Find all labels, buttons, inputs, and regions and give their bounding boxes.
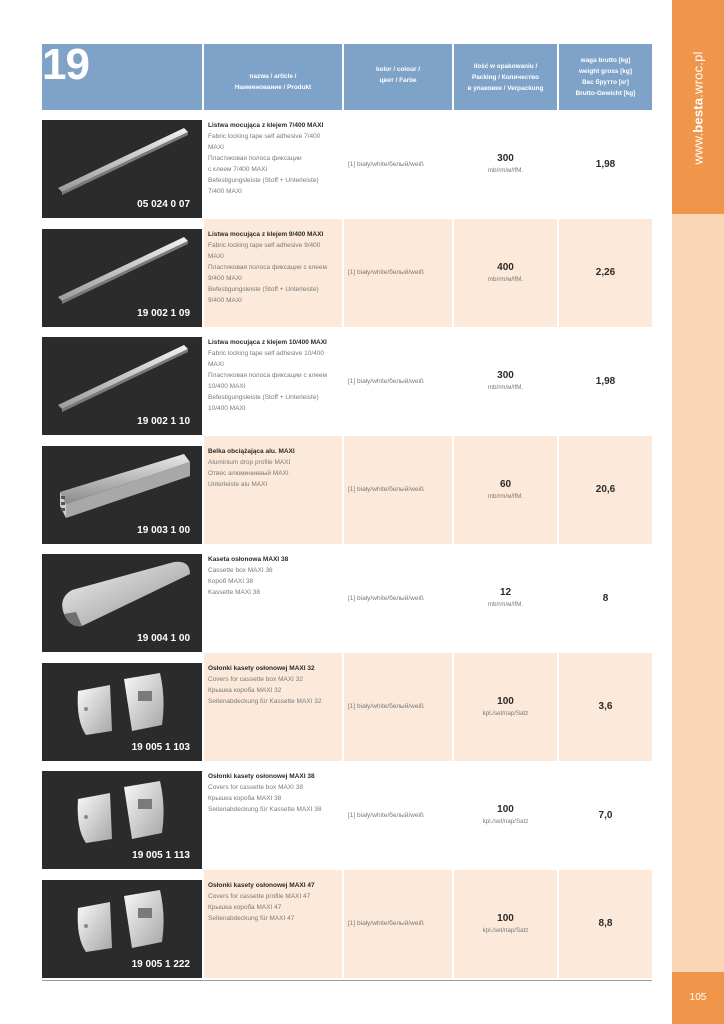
product-description-line: Seitenabdeckung für Kassette MAXI 38	[208, 806, 322, 813]
product-color-cell	[344, 219, 452, 327]
product-name-cell	[204, 327, 342, 435]
product-image	[42, 663, 202, 761]
packing-unit: kpl./set/пар/Satz	[482, 818, 529, 825]
product-color-cell	[344, 761, 452, 869]
table-row	[42, 544, 652, 652]
packing-unit: mb/rm/м/lfM.	[487, 275, 524, 283]
brand-url[interactable]: www.besta.wroc.pl	[690, 51, 706, 165]
header-color: kolor / colour / цвет / Farbe	[344, 44, 452, 110]
product-packing-cell	[454, 870, 557, 978]
product-description-line: Seitenabdeckung für Kassette MAXI 32	[208, 697, 322, 705]
product-description-line: Крышка короба MAXI 38	[208, 795, 282, 802]
table-row	[42, 436, 652, 544]
product-description-line: Aluminium drop profile MAXI	[208, 458, 291, 466]
product-code: 19 004 1 00	[137, 633, 190, 644]
product-weight: 7,0	[598, 809, 613, 821]
product-color-cell	[344, 327, 452, 435]
packing-quantity: 100	[497, 912, 514, 924]
product-color-cell	[344, 870, 452, 978]
product-color: [1] biały/white/белый/weiß	[348, 377, 424, 385]
product-description-line: Covers for cassette box MAXI 38	[208, 784, 304, 791]
product-packing-cell	[454, 327, 557, 435]
product-name-cell	[204, 436, 342, 544]
packing-quantity: 12	[499, 587, 512, 598]
product-description-line: Fabric locking tape self adhesive 10/400	[208, 350, 324, 357]
product-description-line: Отвес алюминиевый MAXI	[208, 469, 289, 477]
product-title: Kaseta osłonowa MAXI 38	[208, 556, 289, 563]
side-band-middle	[672, 214, 724, 972]
packing-quantity: 60	[499, 478, 512, 490]
packing-unit: mb/rm/м/lfM.	[487, 601, 524, 608]
section-number-cell	[42, 40, 202, 110]
table-row	[42, 110, 652, 218]
product-description-line: MAXI	[208, 361, 224, 368]
packing-unit: kpl./set/пар/Satz	[482, 926, 529, 934]
product-code: 19 005 1 113	[132, 850, 190, 861]
table-row	[42, 870, 652, 978]
packing-quantity: 100	[497, 804, 514, 815]
product-description-line: Пластиковая полоса фиксации	[208, 155, 302, 162]
product-weight: 3,6	[559, 653, 652, 761]
product-description-line: 10/400 MAXI	[208, 405, 246, 412]
product-name-cell	[204, 653, 342, 761]
product-description-line: Крышка короба MAXI 32	[208, 686, 282, 694]
product-packing-cell	[454, 544, 557, 652]
product-weight: 20,6	[559, 436, 652, 544]
product-color: [1] biały/white/белый/weiß	[348, 486, 424, 493]
table-row	[42, 761, 652, 869]
product-description-line: Пластиковая полоса фиксации с клеем	[208, 263, 327, 271]
product-description-line: MAXI	[208, 144, 224, 151]
product-name-cell	[204, 544, 342, 652]
product-packing-cell	[454, 761, 557, 869]
product-code: 19 003 1 00	[137, 524, 190, 536]
product-description-line: с клеем 7/400 MAXI	[208, 166, 268, 173]
product-title: Listwa mocująca z klejem 10/400 MAXI	[208, 339, 327, 346]
product-color: [1] biały/white/белый/weiß	[348, 269, 424, 276]
product-description-line: Befestigungsleiste (Stoff + Unterleiste)	[208, 394, 319, 401]
product-code: 19 002 1 09	[137, 307, 190, 319]
product-description-line: 9/400 MAXI	[208, 274, 242, 282]
product-packing-cell	[454, 110, 557, 218]
product-code: 05 024 0 07	[137, 199, 190, 210]
product-image	[42, 229, 202, 327]
product-description-line: Fabric locking tape self adhesive 7/400	[208, 133, 321, 140]
product-title: Osłonki kasety osłonowej MAXI 32	[208, 664, 315, 672]
packing-quantity: 300	[497, 370, 514, 381]
product-weight: 1,98	[595, 375, 616, 387]
product-title: Osłonki kasety osłonowej MAXI 38	[208, 773, 315, 780]
product-description-line: MAXI	[208, 252, 224, 260]
product-title: Belka obciążająca alu. MAXI	[208, 447, 295, 455]
packing-unit: mb/rm/м/lfM.	[487, 384, 524, 391]
product-color: [1] biały/white/белый/weiß	[348, 920, 424, 927]
product-packing-cell	[454, 219, 557, 327]
product-description-line: 10/400 MAXI	[208, 383, 246, 390]
page-number: 105	[689, 992, 707, 1003]
product-description-line: Пластиковая полоса фиксации с клеем	[208, 372, 327, 379]
product-name-cell	[204, 219, 342, 327]
product-code: 19 002 1 10	[137, 416, 190, 427]
packing-quantity: 300	[497, 153, 514, 164]
product-description-line: 9/400 MAXI	[208, 296, 242, 304]
product-description-line: Cassette box MAXI 38	[208, 567, 273, 574]
product-image	[42, 337, 202, 435]
product-description-line: Крышка короба MAXI 47	[208, 903, 282, 911]
table-row	[42, 653, 652, 761]
product-color: [1] biały/white/белый/weiß	[348, 703, 424, 710]
table-row	[42, 327, 652, 435]
packing-quantity: 400	[497, 261, 514, 273]
product-name-cell	[204, 110, 342, 218]
product-packing-cell	[454, 653, 557, 761]
product-code: 19 005 1 222	[131, 958, 190, 970]
product-color-cell	[344, 653, 452, 761]
product-image	[42, 554, 202, 652]
section-number: 19	[42, 40, 89, 89]
header-name: nazwa / article / Наименование / Produkt	[204, 44, 342, 110]
product-weight: 8	[602, 592, 609, 604]
product-color-cell	[344, 436, 452, 544]
product-code: 19 005 1 103	[131, 741, 190, 753]
product-description-line: Befestigungsleiste (Stoff + Unterleiste)	[208, 177, 319, 184]
product-description-line: Befestigungsleiste (Stoff + Unterleiste)	[208, 285, 319, 293]
product-packing-cell	[454, 436, 557, 544]
packing-quantity: 100	[497, 695, 514, 707]
product-title: Osłonki kasety osłonowej MAXI 47	[208, 881, 315, 889]
product-description-line: Seitenabdeckung für MAXI 47	[208, 914, 295, 922]
product-color: [1] biały/white/белый/weiß	[348, 811, 424, 819]
product-description-line: Covers for cassette box MAXI 32	[208, 675, 304, 683]
product-color: [1] biały/white/белый/weiß	[348, 160, 424, 168]
product-description-line: Короб MAXI 38	[208, 578, 254, 585]
product-title: Listwa mocująca z klejem 9/400 MAXI	[208, 230, 324, 238]
packing-unit: kpl./set/пар/Satz	[482, 709, 529, 717]
product-description-line: Fabric locking tape self adhesive 9/400	[208, 241, 321, 249]
product-description-line: Covers for cassette profile MAXI 47	[208, 892, 311, 900]
header-weight: waga brutto [kg] weight gross [kg] Вес брутто [кг] Brutto-Gewicht [kg]	[559, 44, 652, 110]
product-description-line: 7/400 MAXI	[208, 188, 242, 195]
product-description-line: Unterleiste alu MAXI	[208, 480, 268, 488]
product-weight: 1,98	[595, 158, 616, 170]
header-packing: ilość w opakowaniu / Packing / Количество в упаковке / Verpackung	[454, 44, 557, 110]
packing-unit: mb/rm/м/lfM.	[487, 492, 524, 500]
product-name-cell	[204, 761, 342, 869]
product-name-cell	[204, 870, 342, 978]
packing-unit: mb/rm/м/lfM.	[487, 167, 524, 174]
product-weight: 8,8	[559, 870, 652, 978]
table-bottom-divider	[42, 980, 652, 981]
product-image	[42, 446, 202, 544]
table-row	[42, 219, 652, 327]
product-image	[42, 880, 202, 978]
product-color-cell	[344, 544, 452, 652]
product-color-cell	[344, 110, 452, 218]
product-color: [1] biały/white/белый/weiß	[348, 594, 424, 602]
product-description-line: Kassette MAXI 38	[208, 589, 261, 596]
product-weight: 2,26	[559, 219, 652, 327]
product-image	[42, 120, 202, 218]
product-image	[42, 771, 202, 869]
product-title: Listwa mocująca z klejem 7/400 MAXI	[208, 122, 324, 129]
